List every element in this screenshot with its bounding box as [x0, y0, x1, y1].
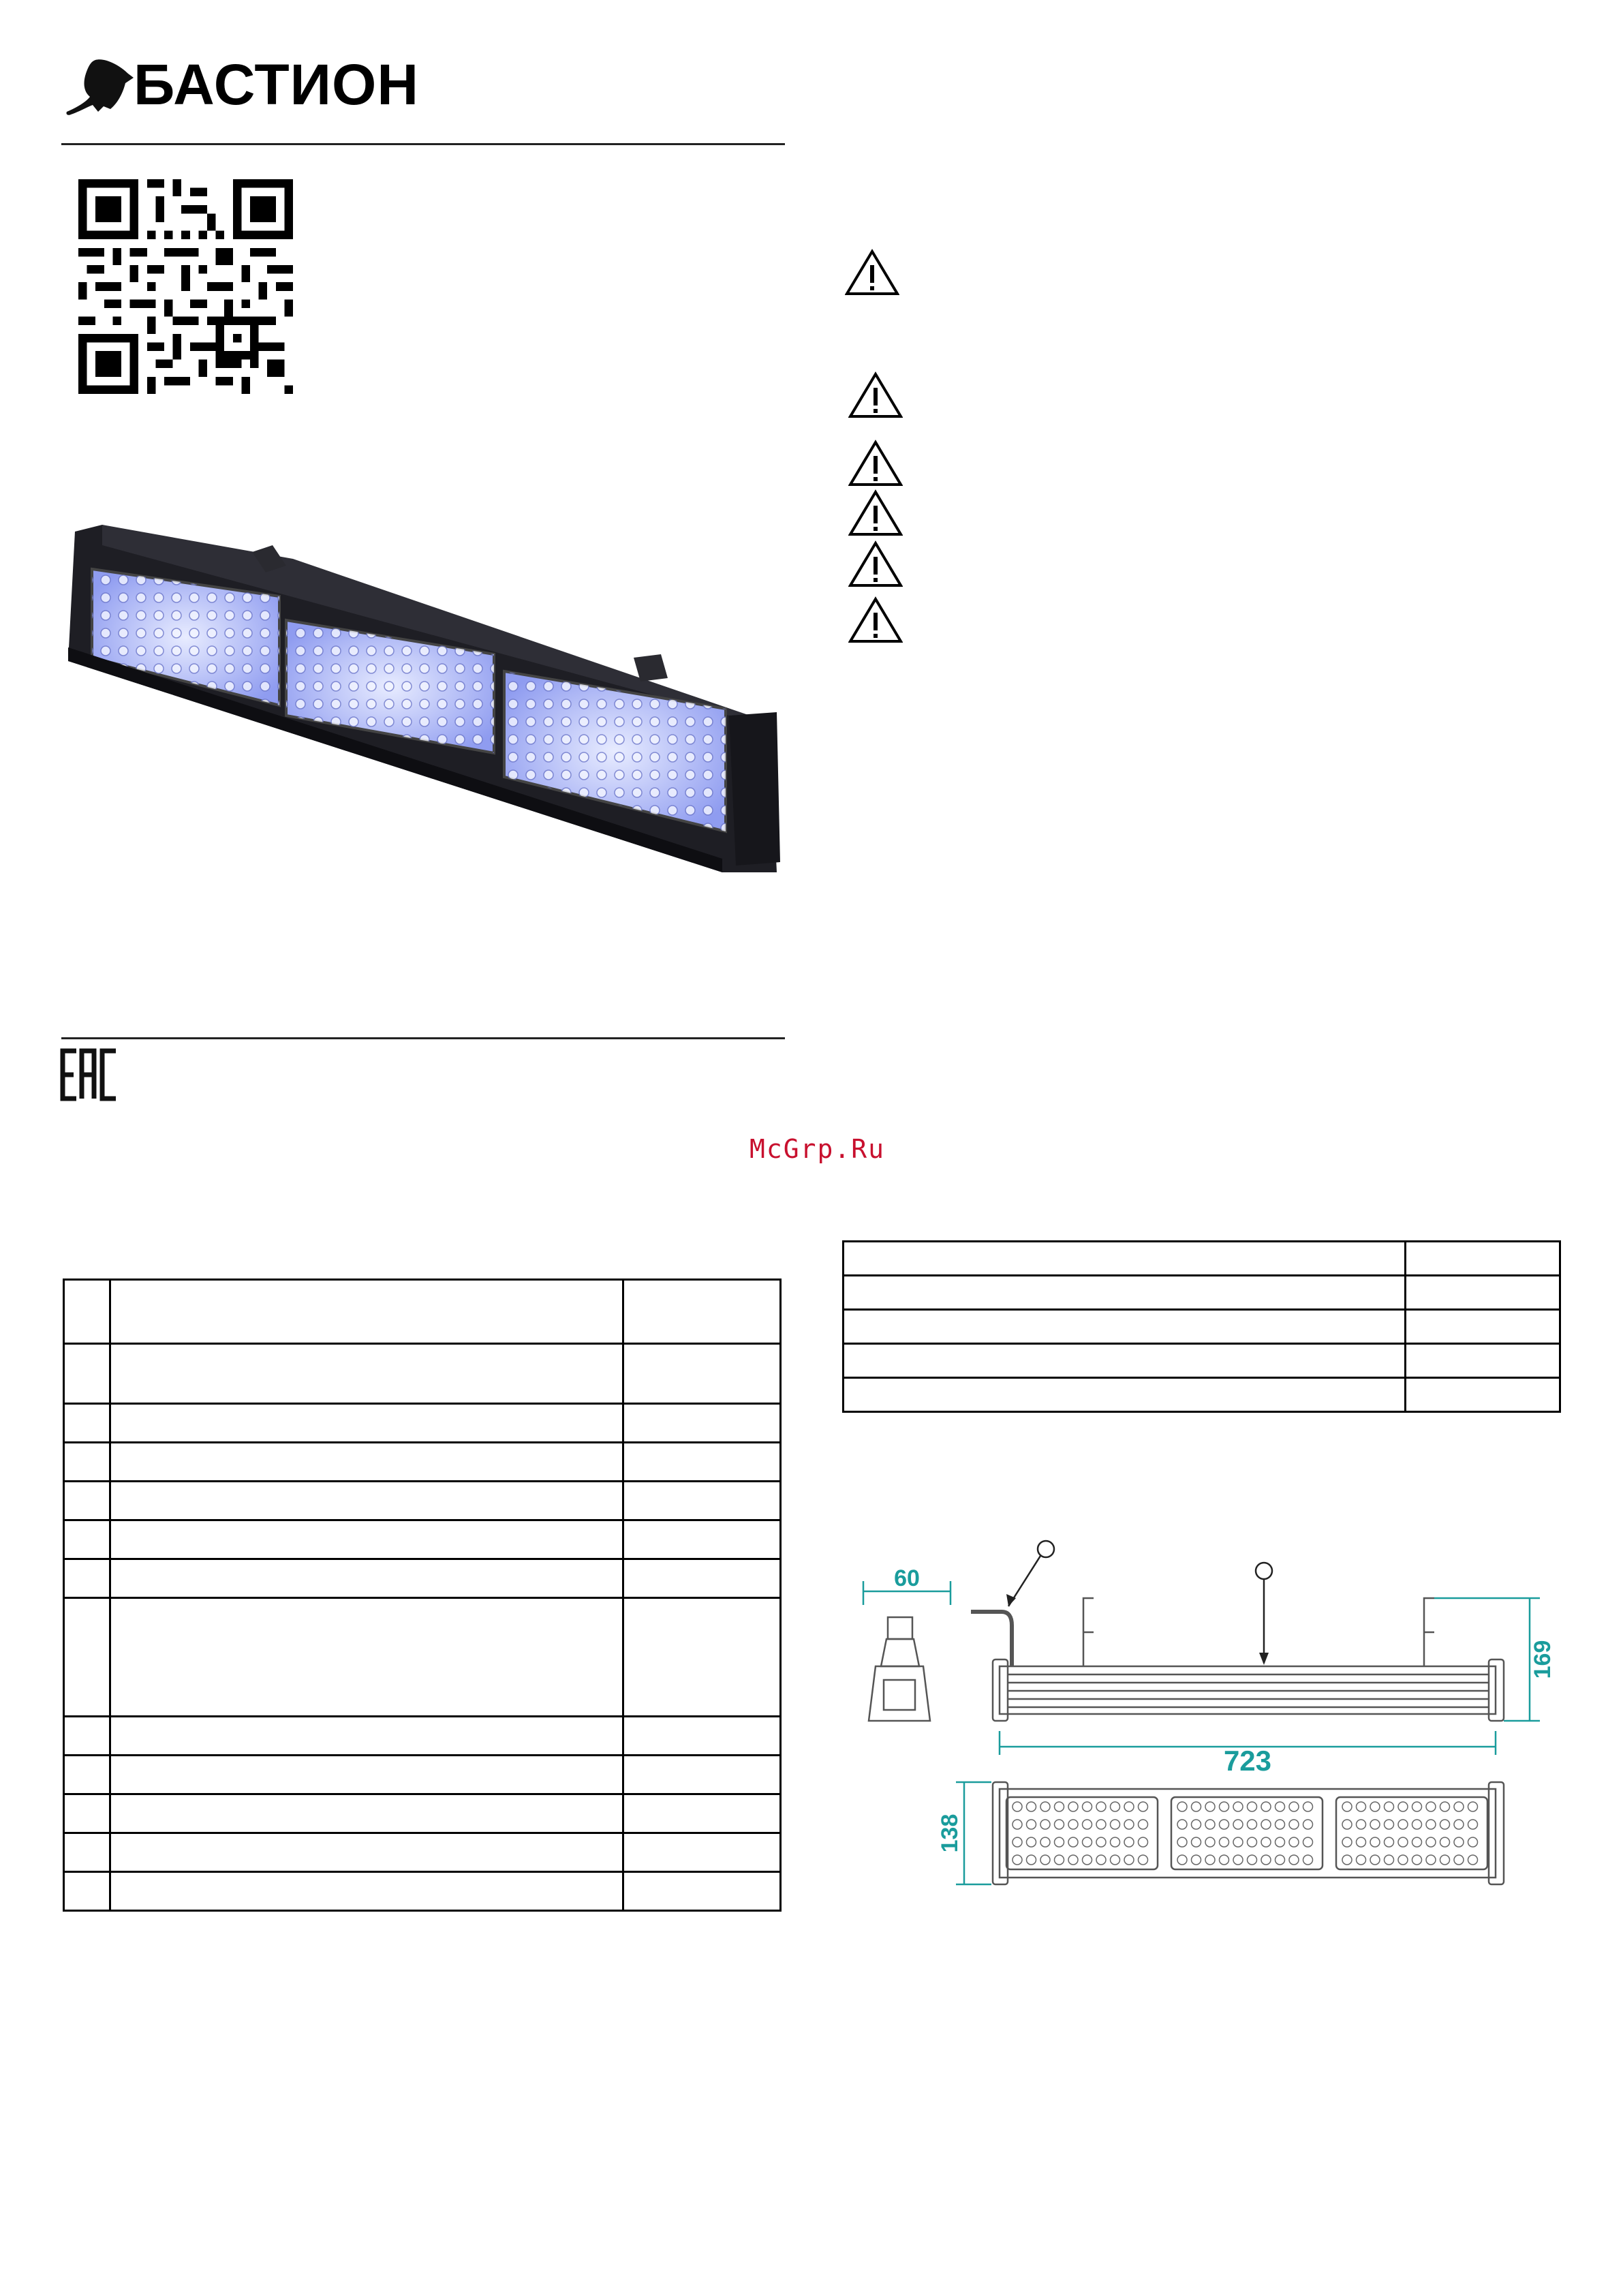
led-dot	[1177, 1855, 1187, 1865]
led-dot	[1440, 1837, 1450, 1847]
table-row	[64, 1559, 781, 1598]
led-dot	[1261, 1855, 1271, 1865]
led-dot	[1027, 1837, 1036, 1847]
led-dot	[1124, 1802, 1134, 1811]
led-dot	[1027, 1820, 1036, 1829]
led-dot	[1276, 1820, 1285, 1829]
table-row	[64, 1344, 781, 1404]
led-dot	[1192, 1802, 1201, 1811]
table-row	[64, 1872, 781, 1911]
led-dot	[1261, 1802, 1271, 1811]
table-row	[844, 1242, 1560, 1276]
led-dot	[1220, 1802, 1229, 1811]
led-dot	[1248, 1802, 1257, 1811]
led-dot	[1040, 1802, 1050, 1811]
led-dot	[1040, 1837, 1050, 1847]
led-dot	[1454, 1820, 1464, 1829]
led-dot	[1139, 1820, 1148, 1829]
led-dot	[1261, 1820, 1271, 1829]
led-dot	[1412, 1820, 1422, 1829]
led-dot	[1055, 1802, 1064, 1811]
dimension-drawing	[848, 1530, 1557, 1912]
led-dot	[1468, 1855, 1478, 1865]
qr-code-icon	[78, 179, 293, 394]
led-dot	[1139, 1837, 1148, 1847]
led-dot	[1096, 1820, 1106, 1829]
led-dot	[1139, 1802, 1148, 1811]
led-dot	[1111, 1855, 1120, 1865]
led-dot	[1289, 1820, 1299, 1829]
led-dot	[1454, 1855, 1464, 1865]
led-dot	[1027, 1802, 1036, 1811]
dimension-length: 723	[1223, 1745, 1272, 1777]
table-row	[64, 1443, 781, 1482]
led-dot	[1177, 1837, 1187, 1847]
led-dot	[1177, 1820, 1187, 1829]
table-row	[64, 1280, 781, 1344]
led-dot	[1426, 1820, 1436, 1829]
led-dot	[1385, 1820, 1394, 1829]
led-dot	[1357, 1837, 1366, 1847]
led-dot	[1083, 1837, 1092, 1847]
led-dot	[1248, 1820, 1257, 1829]
led-dot	[1233, 1820, 1243, 1829]
led-dot	[1040, 1855, 1050, 1865]
led-dot	[1398, 1837, 1408, 1847]
table-row	[844, 1378, 1560, 1412]
led-dot	[1370, 1837, 1380, 1847]
led-dot	[1124, 1820, 1134, 1829]
led-dot	[1013, 1802, 1022, 1811]
led-dot	[1440, 1820, 1450, 1829]
table-row	[64, 1520, 781, 1559]
led-dot	[1385, 1802, 1394, 1811]
led-dot	[1440, 1855, 1450, 1865]
led-dot	[1040, 1820, 1050, 1829]
led-dot	[1468, 1802, 1478, 1811]
led-dot	[1426, 1802, 1436, 1811]
led-dot	[1454, 1837, 1464, 1847]
led-dot	[1357, 1802, 1366, 1811]
led-dot	[1192, 1820, 1201, 1829]
led-dot	[1370, 1820, 1380, 1829]
led-dot	[1276, 1837, 1285, 1847]
led-dot	[1027, 1855, 1036, 1865]
led-dot	[1468, 1837, 1478, 1847]
led-dot	[1248, 1837, 1257, 1847]
led-dot	[1276, 1855, 1285, 1865]
contents-table	[842, 1240, 1561, 1413]
eac-divider	[61, 1037, 785, 1039]
warning-triangle-icon	[848, 596, 903, 644]
led-dot	[1289, 1802, 1299, 1811]
led-dot	[1276, 1802, 1285, 1811]
dimension-width: 138	[937, 1813, 963, 1853]
led-dot	[1426, 1837, 1436, 1847]
led-dot	[1068, 1837, 1078, 1847]
led-dot	[1398, 1802, 1408, 1811]
led-dot	[1013, 1855, 1022, 1865]
led-dot	[1303, 1837, 1313, 1847]
led-dot	[1303, 1802, 1313, 1811]
led-dot	[1468, 1820, 1478, 1829]
led-dot	[1220, 1820, 1229, 1829]
led-dot	[1177, 1802, 1187, 1811]
led-dot	[1055, 1837, 1064, 1847]
led-dot	[1013, 1837, 1022, 1847]
warning-triangle-icon	[848, 489, 903, 537]
warning-triangle-icon	[848, 371, 903, 419]
led-dot	[1096, 1802, 1106, 1811]
led-dot	[1289, 1837, 1299, 1847]
dimension-depth: 60	[894, 1565, 920, 1591]
table-row	[64, 1482, 781, 1520]
led-dot	[1139, 1855, 1148, 1865]
led-dot	[1303, 1820, 1313, 1829]
led-dot	[1068, 1802, 1078, 1811]
led-dot	[1370, 1855, 1380, 1865]
led-dot	[1220, 1855, 1229, 1865]
led-dot	[1342, 1855, 1352, 1865]
led-dot	[1233, 1855, 1243, 1865]
table-row	[844, 1276, 1560, 1310]
led-dot	[1083, 1820, 1092, 1829]
led-dot	[1111, 1802, 1120, 1811]
table-row	[64, 1404, 781, 1443]
brand-name: БАСТИОН	[134, 52, 420, 117]
led-dot	[1096, 1855, 1106, 1865]
led-dot	[1096, 1837, 1106, 1847]
led-dot	[1398, 1855, 1408, 1865]
led-dot	[1303, 1855, 1313, 1865]
dimension-height: 169	[1530, 1640, 1556, 1679]
led-dot	[1068, 1820, 1078, 1829]
warning-triangle-icon	[848, 540, 903, 588]
led-dot	[1111, 1820, 1120, 1829]
table-row	[844, 1310, 1560, 1344]
led-dot	[1205, 1820, 1215, 1829]
stingray-logo-icon	[63, 53, 138, 121]
led-dot	[1083, 1855, 1092, 1865]
table-row	[64, 1717, 781, 1756]
led-dot	[1412, 1855, 1422, 1865]
led-dot	[1342, 1820, 1352, 1829]
table-row	[844, 1344, 1560, 1378]
watermark: McGrp.Ru	[749, 1134, 886, 1164]
led-dot	[1233, 1837, 1243, 1847]
led-dot	[1192, 1837, 1201, 1847]
led-dot	[1083, 1802, 1092, 1811]
led-dot	[1205, 1855, 1215, 1865]
led-dot	[1068, 1855, 1078, 1865]
led-dot	[1013, 1820, 1022, 1829]
table-row	[64, 1756, 781, 1794]
led-dot	[1248, 1855, 1257, 1865]
specs-table	[63, 1279, 782, 1912]
header-divider	[61, 143, 785, 145]
warning-triangle-icon	[845, 249, 899, 296]
product-photo	[61, 518, 790, 886]
led-dot	[1342, 1837, 1352, 1847]
led-dot	[1220, 1837, 1229, 1847]
led-dot	[1124, 1837, 1134, 1847]
led-dot	[1055, 1820, 1064, 1829]
table-row	[64, 1794, 781, 1833]
led-dot	[1426, 1855, 1436, 1865]
led-dot	[1357, 1820, 1366, 1829]
led-dot	[1357, 1855, 1366, 1865]
led-dot	[1385, 1855, 1394, 1865]
led-dot	[1398, 1820, 1408, 1829]
led-dot	[1342, 1802, 1352, 1811]
led-dot	[1454, 1802, 1464, 1811]
eac-mark-icon	[59, 1048, 120, 1101]
led-dot	[1055, 1855, 1064, 1865]
led-dot	[1124, 1855, 1134, 1865]
led-dot	[1289, 1855, 1299, 1865]
table-row	[64, 1598, 781, 1717]
led-dot	[1440, 1802, 1450, 1811]
led-dot	[1412, 1802, 1422, 1811]
led-dot	[1192, 1855, 1201, 1865]
led-dot	[1205, 1837, 1215, 1847]
led-dot	[1370, 1802, 1380, 1811]
led-dot	[1111, 1837, 1120, 1847]
led-dot	[1261, 1837, 1271, 1847]
led-dot	[1412, 1837, 1422, 1847]
led-dot	[1385, 1837, 1394, 1847]
warning-triangle-icon	[848, 440, 903, 487]
led-dot	[1205, 1802, 1215, 1811]
led-dot	[1233, 1802, 1243, 1811]
table-row	[64, 1833, 781, 1872]
